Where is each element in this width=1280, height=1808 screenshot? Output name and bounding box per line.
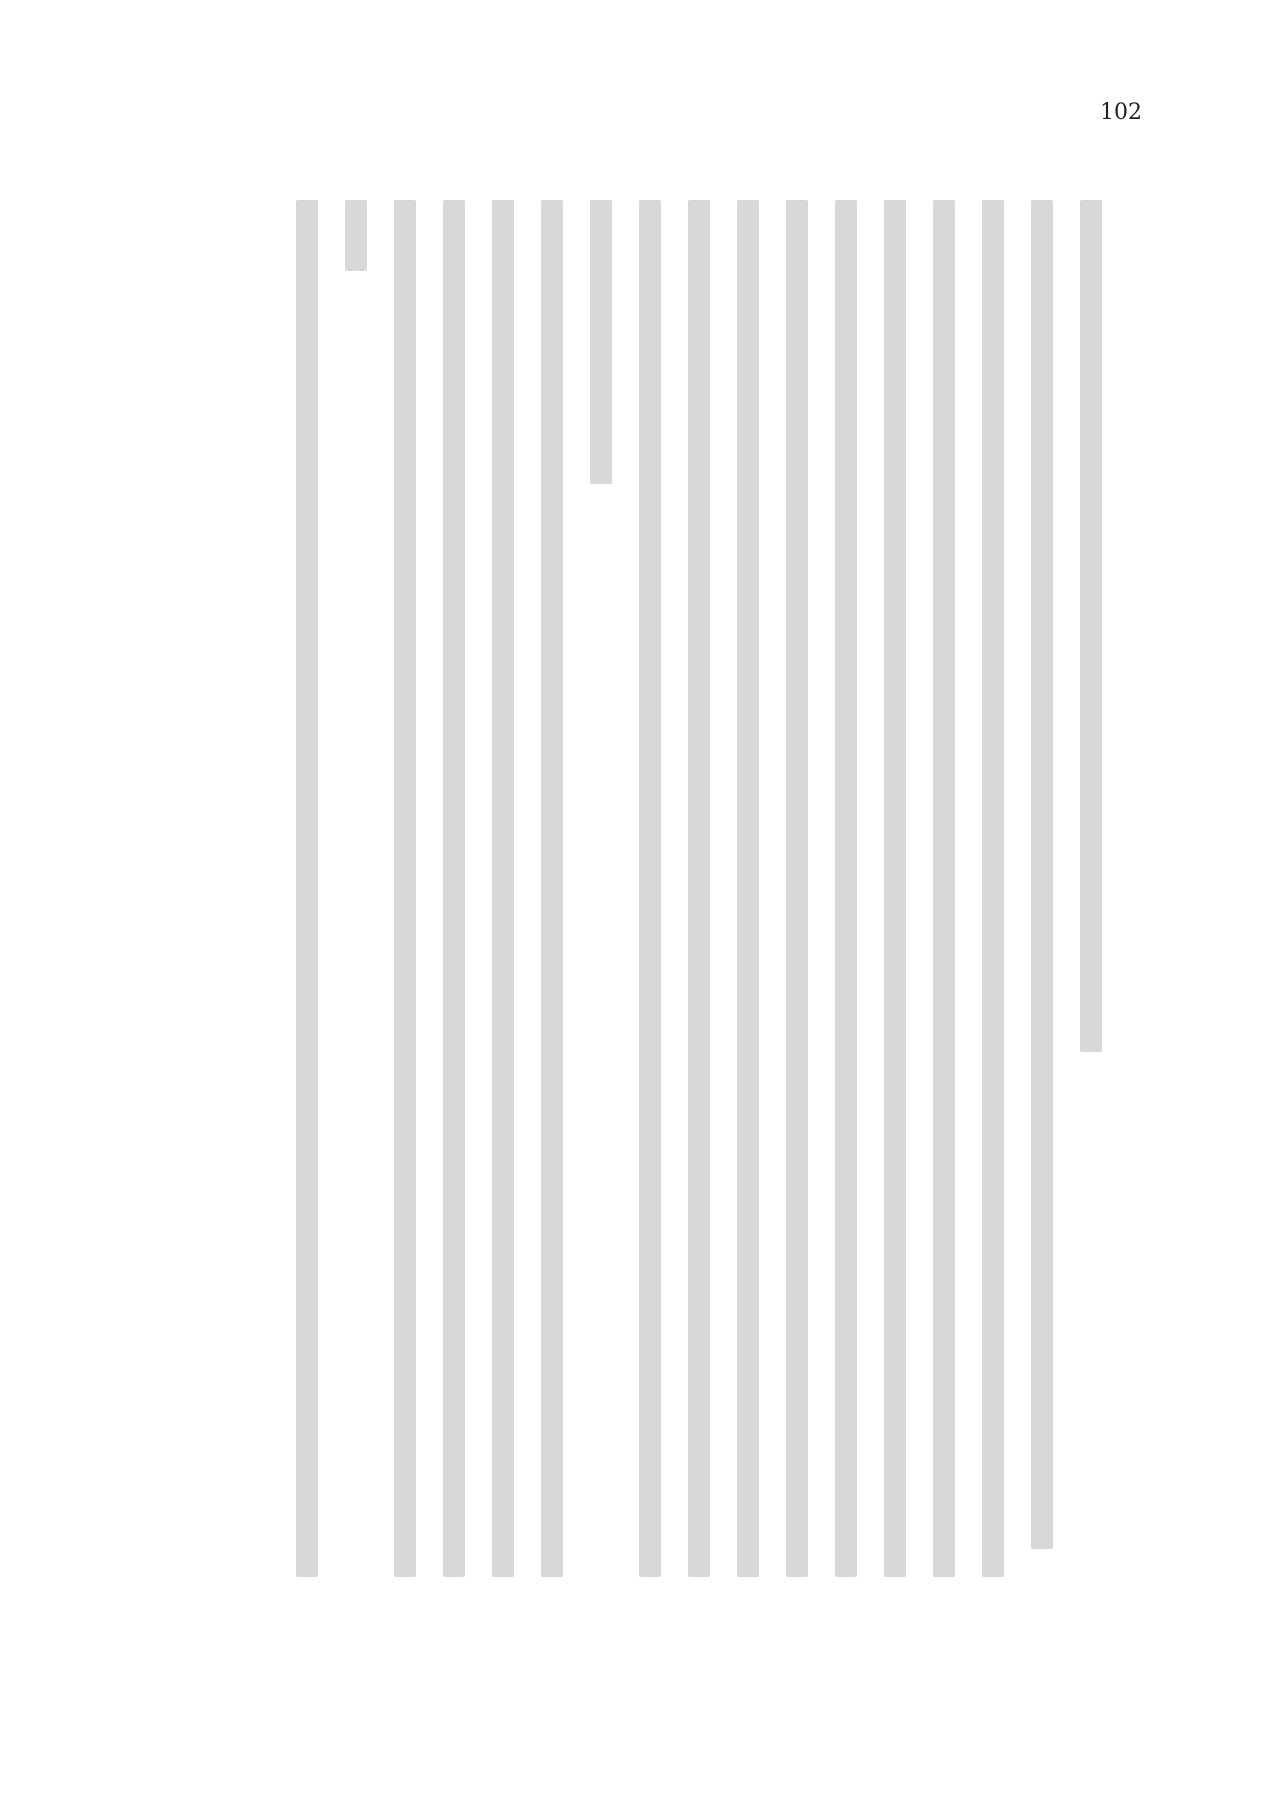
text-column-redacted (737, 200, 759, 1577)
text-column-redacted (296, 200, 318, 1577)
text-column-redacted (982, 200, 1004, 1577)
text-column-redacted (786, 200, 808, 1577)
text-column-redacted (639, 200, 661, 1577)
page-number: 102 (1100, 100, 1142, 125)
text-column-redacted (1080, 200, 1102, 1052)
text-column-redacted (541, 200, 563, 1577)
text-column-redacted (492, 200, 514, 1577)
text-column-redacted (835, 200, 857, 1577)
text-column-redacted (345, 200, 367, 271)
text-column-redacted (884, 200, 906, 1577)
text-column-redacted (1031, 200, 1053, 1549)
text-column-redacted (590, 200, 612, 484)
text-column-redacted (443, 200, 465, 1577)
text-column-redacted (933, 200, 955, 1577)
text-column-redacted (394, 200, 416, 1577)
text-column-redacted (688, 200, 710, 1577)
